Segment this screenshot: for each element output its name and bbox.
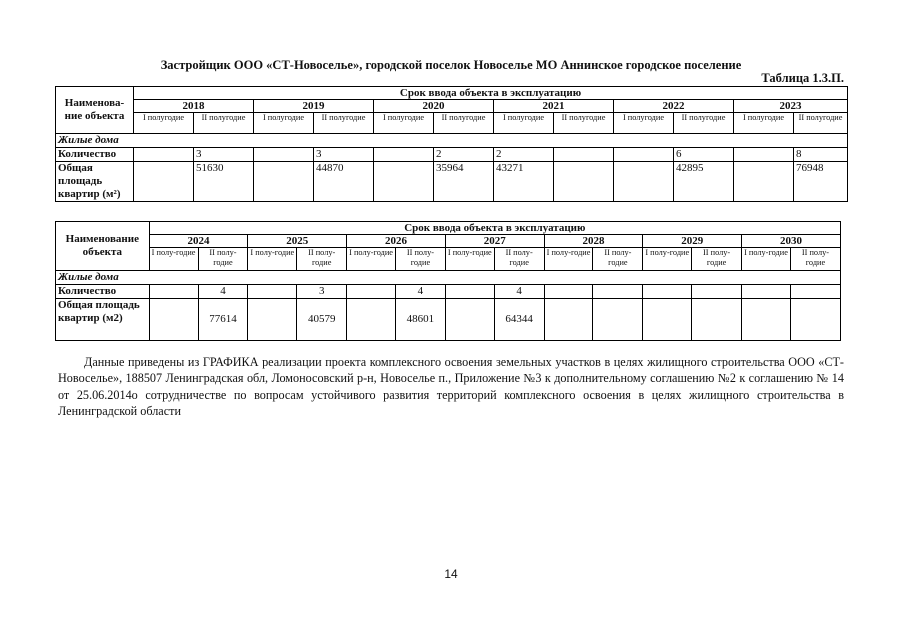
section-label: Жилые дома <box>56 271 841 285</box>
area-cell <box>374 162 434 202</box>
schedule-table-2018-2023 <box>55 86 848 202</box>
year-header: 2021 <box>494 100 614 113</box>
row-label-quantity: Количество <box>56 285 150 299</box>
row-label-quantity: Количество <box>56 148 134 162</box>
table-number: Таблица 1.3.П. <box>761 71 844 85</box>
year-header: 2020 <box>374 100 494 113</box>
half-year-header: II полу-годие <box>692 248 742 271</box>
quantity-cell <box>790 285 840 299</box>
half-year-header: I полугодие <box>134 113 194 134</box>
area-cell <box>544 299 593 341</box>
area-cell: 64344 <box>494 299 544 341</box>
quantity-cell <box>554 148 614 162</box>
area-cell: 35964 <box>434 162 494 202</box>
year-header: 2027 <box>445 235 544 248</box>
quantity-cell: 4 <box>395 285 445 299</box>
quantity-cell <box>734 148 794 162</box>
year-header: 2028 <box>544 235 643 248</box>
group-header: Срок ввода объекта в эксплуатацию <box>134 87 848 100</box>
quantity-cell: 8 <box>794 148 848 162</box>
quantity-cell: 4 <box>198 285 248 299</box>
area-cell <box>614 162 674 202</box>
area-cell <box>149 299 198 341</box>
area-cell <box>445 299 494 341</box>
quantity-cell <box>643 285 692 299</box>
half-year-header: II полу-годие <box>297 248 347 271</box>
year-header: 2023 <box>734 100 848 113</box>
quantity-cell: 4 <box>494 285 544 299</box>
area-cell: 51630 <box>194 162 254 202</box>
section-label: Жилые дома <box>56 134 848 148</box>
name-header: Наименова-ние объекта <box>56 87 134 134</box>
area-cell <box>347 299 396 341</box>
quantity-cell: 3 <box>194 148 254 162</box>
half-year-header: I полу-годие <box>149 248 198 271</box>
area-cell <box>692 299 742 341</box>
area-cell: 40579 <box>297 299 347 341</box>
area-cell <box>593 299 643 341</box>
half-year-header: II полу-годие <box>395 248 445 271</box>
area-cell: 42895 <box>674 162 734 202</box>
quantity-cell <box>149 285 198 299</box>
year-header: 2019 <box>254 100 374 113</box>
quantity-cell: 3 <box>297 285 347 299</box>
half-year-header: II полугодие <box>434 113 494 134</box>
quantity-cell <box>254 148 314 162</box>
half-year-header: I полу-годие <box>742 248 791 271</box>
area-cell <box>643 299 692 341</box>
year-header: 2024 <box>149 235 248 248</box>
area-cell <box>554 162 614 202</box>
half-year-header: I полугодие <box>254 113 314 134</box>
quantity-cell <box>347 285 396 299</box>
half-year-header: II полу-годие <box>790 248 840 271</box>
half-year-header: I полу-годие <box>445 248 494 271</box>
year-header: 2026 <box>347 235 446 248</box>
quantity-cell <box>614 148 674 162</box>
quantity-cell <box>134 148 194 162</box>
half-year-header: I полу-годие <box>248 248 297 271</box>
year-header: 2025 <box>248 235 347 248</box>
row-label-area: Общая площадь квартир (м2) <box>56 299 150 341</box>
quantity-cell <box>445 285 494 299</box>
source-note-paragraph: Данные приведены из ГРАФИКА реализации проекта комплексного освоения земельных участков в целях жилищного строительства ООО «СТ-Новоселье», 188507 Ленинградская обл, Ломоносовский р-н, Новоселье п., Приложение №3 к дополнительному соглашению №2 к соглашению № 14 от 25.06.2014о сотрудничестве по вопросам устойчивого развития территорий комплексного освоения в целях жилищного строительства в Ленинградской области <box>58 355 844 419</box>
schedule-table-2024-2030 <box>55 221 841 341</box>
area-cell <box>790 299 840 341</box>
year-header: 2018 <box>134 100 254 113</box>
group-header: Срок ввода объекта в эксплуатацию <box>149 222 840 235</box>
quantity-cell: 3 <box>314 148 374 162</box>
quantity-cell <box>692 285 742 299</box>
half-year-header: I полугодие <box>734 113 794 134</box>
page-number: 14 <box>444 567 458 581</box>
half-year-header: II полугодие <box>314 113 374 134</box>
half-year-header: II полугодие <box>674 113 734 134</box>
half-year-header: II полугодие <box>794 113 848 134</box>
area-cell <box>134 162 194 202</box>
area-cell <box>742 299 791 341</box>
half-year-header: I полугодие <box>374 113 434 134</box>
area-cell: 76948 <box>794 162 848 202</box>
quantity-cell: 2 <box>494 148 554 162</box>
area-cell <box>254 162 314 202</box>
row-label-area: Общая площадь квартир (м²) <box>56 162 134 202</box>
half-year-header: I полу-годие <box>544 248 593 271</box>
half-year-header: I полу-годие <box>347 248 396 271</box>
half-year-header: II полугодие <box>554 113 614 134</box>
area-cell <box>734 162 794 202</box>
half-year-header: I полу-годие <box>643 248 692 271</box>
quantity-cell <box>544 285 593 299</box>
half-year-header: I полугодие <box>614 113 674 134</box>
name-header: Наименование объекта <box>56 222 150 271</box>
year-header: 2029 <box>643 235 742 248</box>
area-cell: 48601 <box>395 299 445 341</box>
area-cell: 44870 <box>314 162 374 202</box>
quantity-cell <box>742 285 791 299</box>
half-year-header: II полу-годие <box>593 248 643 271</box>
half-year-header: II полугодие <box>194 113 254 134</box>
quantity-cell <box>593 285 643 299</box>
area-cell: 77614 <box>198 299 248 341</box>
year-header: 2030 <box>742 235 841 248</box>
half-year-header: I полугодие <box>494 113 554 134</box>
quantity-cell <box>248 285 297 299</box>
area-cell <box>248 299 297 341</box>
document-heading: Застройщик ООО «СТ-Новоселье», городской поселок Новоселье МО Аннинское городское поселение <box>160 58 742 72</box>
half-year-header: II полу-годие <box>494 248 544 271</box>
half-year-header: II полу-годие <box>198 248 248 271</box>
quantity-cell: 2 <box>434 148 494 162</box>
quantity-cell: 6 <box>674 148 734 162</box>
area-cell: 43271 <box>494 162 554 202</box>
quantity-cell <box>374 148 434 162</box>
year-header: 2022 <box>614 100 734 113</box>
